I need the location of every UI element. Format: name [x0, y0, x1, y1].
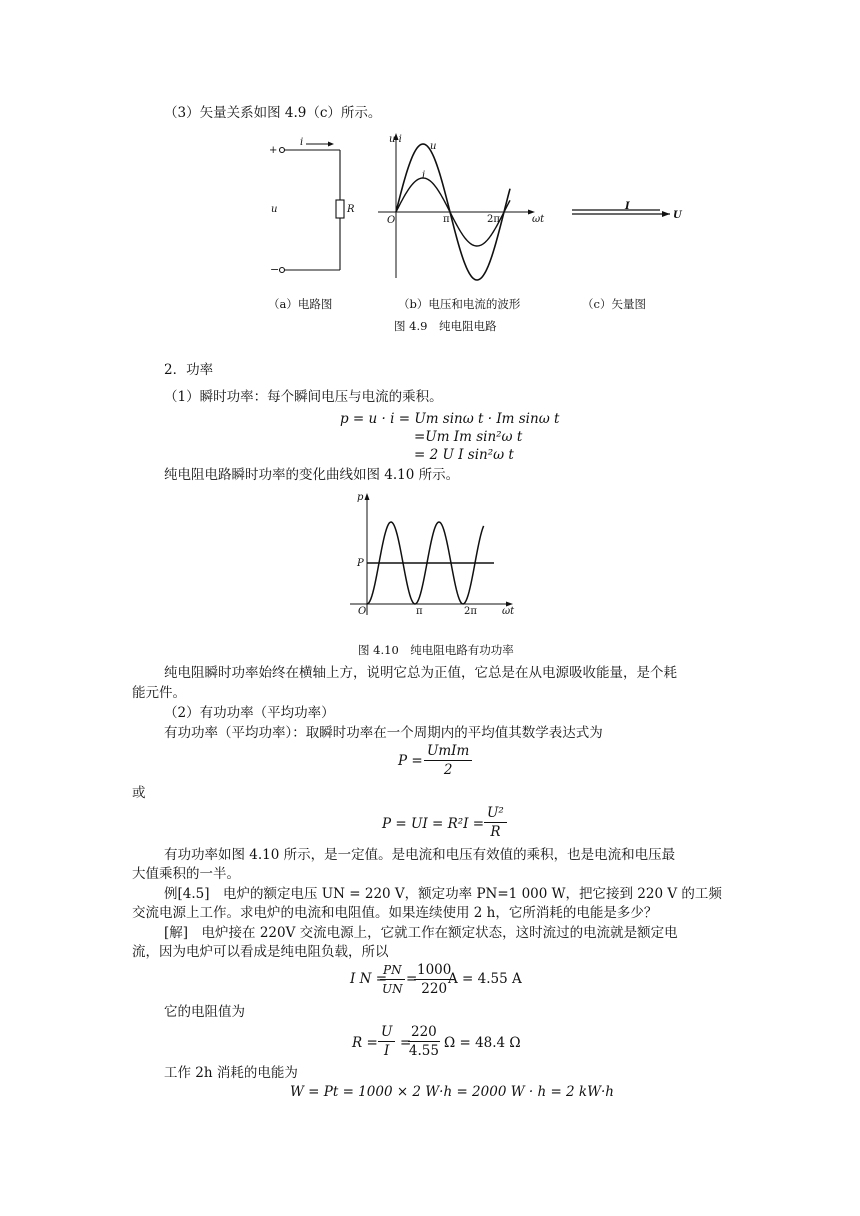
two-pi-label: 2π: [487, 214, 500, 225]
paragraph-2-line-2: 大值乘积的一半。: [132, 866, 240, 882]
waveform-axis-label: u i: [389, 134, 402, 145]
fig-4-9a-circuit: [268, 138, 368, 278]
equation-R-equals: =: [400, 1035, 412, 1051]
example-line-1: 例[4.5] 电炉的额定电压 UN = 220 V，额定功率 PN=1 000 W，把它接到 220 V 的工频: [164, 886, 722, 902]
energy-intro: 工作 2h 消耗的电能为: [164, 1065, 298, 1081]
equation-P2-numerator: U²: [484, 805, 507, 823]
equation-W: W = Pt = 1000 × 2 W·h = 2000 W · h = 2 kW·h: [290, 1084, 614, 1100]
solution-line-1: [解] 电炉接在 220V 交流电源上，它就工作在额定状态，这时流过的电流就是额定电: [164, 925, 678, 941]
origin-label-410: O: [358, 606, 367, 617]
equation-I-den-1: UN: [381, 982, 403, 996]
equation-R-den-2: 4.55: [408, 1043, 439, 1059]
u-label: u: [430, 141, 437, 152]
i-label: i: [422, 170, 426, 181]
equation-p-line-2: =Um Im sin²ω t: [414, 429, 523, 445]
caption-a: （a）电路图: [268, 297, 333, 311]
origin-label: O: [387, 215, 396, 226]
caption-b: （b）电压和电流的波形: [398, 297, 521, 311]
equation-I-lhs: I N =: [350, 971, 388, 987]
two-pi-label-410: 2π: [464, 606, 477, 617]
circuit-plus: +: [269, 145, 278, 156]
equation-I-fraction-1: [380, 962, 405, 997]
resistance-intro: 它的电阻值为: [164, 1004, 245, 1020]
example-line-2: 交流电源上工作。求电炉的电流和电阻值。如果连续使用 2 h，它所消耗的电能是多少？: [132, 905, 658, 921]
circuit-u: u: [271, 204, 278, 215]
phasor-I: I: [625, 201, 630, 212]
equation-R-num-1: U: [378, 1024, 395, 1042]
paragraph-1-line-1: 纯电阻瞬时功率始终在横轴上方，说明它总为正值，它总是在从电源吸收能量，是个耗: [164, 665, 677, 681]
figure-4-9-title: 图 4.9 纯电阻电路: [394, 319, 497, 333]
fig-4-10-power-curve: [340, 490, 520, 620]
equation-P2-fraction: [484, 805, 507, 840]
or-text: 或: [132, 785, 146, 801]
heading-power: 2．功率: [164, 362, 214, 378]
equation-R-den-1: I: [384, 1043, 390, 1059]
active-power-definition: 有功功率（平均功率）：取瞬时功率在一个周期内的平均值其数学表达式为: [164, 725, 603, 741]
paragraph-2-line-1: 有功功率如图 4.10 所示，是一定值。是电流和电压有效值的乘积，也是电流和电压最: [164, 847, 676, 863]
equation-P2-denominator: R: [490, 824, 501, 840]
equation-P2-lhs: P = UI = R²I =: [382, 816, 485, 832]
equation-R-fraction-2: [408, 1024, 440, 1059]
equation-P1-numerator: UmIm: [424, 743, 472, 761]
equation-I-result: A = 4.55 A: [448, 971, 522, 987]
phasor-U: U: [673, 210, 682, 221]
equation-R-fraction-1: [378, 1024, 395, 1059]
equation-I-num-2: 1000: [414, 962, 454, 980]
fig-4-9b-waveform: [372, 130, 552, 280]
circuit-i: i: [300, 137, 304, 148]
equation-P1-fraction: [424, 743, 472, 778]
paragraph-1-line-2: 能元件。: [132, 685, 186, 701]
equation-I-den-2: 220: [421, 981, 448, 997]
omega-t-label-410: ωt: [502, 606, 515, 617]
caption-c: （c）矢量图: [582, 297, 646, 311]
active-power-heading: （2）有功功率（平均功率）: [164, 705, 335, 721]
equation-p-line-1: p = u · i = Um sinω t · Im sinω t: [340, 411, 560, 427]
equation-P1-lhs: P =: [398, 753, 423, 769]
fig-4-9c-phasor: [570, 200, 690, 230]
equation-R-result: Ω = 48.4 Ω: [444, 1035, 521, 1051]
equation-R-num-2: 220: [408, 1024, 440, 1042]
equation-I-num-1: PN: [380, 962, 405, 980]
solution-line-2: 流，因为电炉可以看成是纯电阻负载，所以: [132, 944, 389, 960]
pi-label-410: π: [416, 606, 423, 617]
equation-R-lhs: R =: [352, 1035, 378, 1051]
curve-intro-text: 纯电阻电路瞬时功率的变化曲线如图 4.10 所示。: [164, 467, 460, 483]
figure-4-10-title: 图 4.10 纯电阻电路有功功率: [358, 643, 514, 657]
instant-power-text: （1）瞬时功率：每个瞬间电压与电流的乘积。: [164, 389, 443, 405]
omega-t-label: ωt: [532, 214, 545, 225]
P-level-label: P: [357, 558, 364, 569]
p-axis-label: p: [357, 492, 364, 503]
equation-I-equals: =: [406, 971, 418, 987]
circuit-R: R: [347, 204, 355, 215]
equation-P1-denominator: 2: [443, 762, 453, 778]
circuit-minus: −: [270, 263, 280, 276]
pi-label: π: [443, 214, 450, 225]
equation-p-line-3: = 2 U I sin²ω t: [414, 447, 514, 463]
section-3-text: （3）矢量关系如图 4.9（c）所示。: [164, 105, 382, 121]
